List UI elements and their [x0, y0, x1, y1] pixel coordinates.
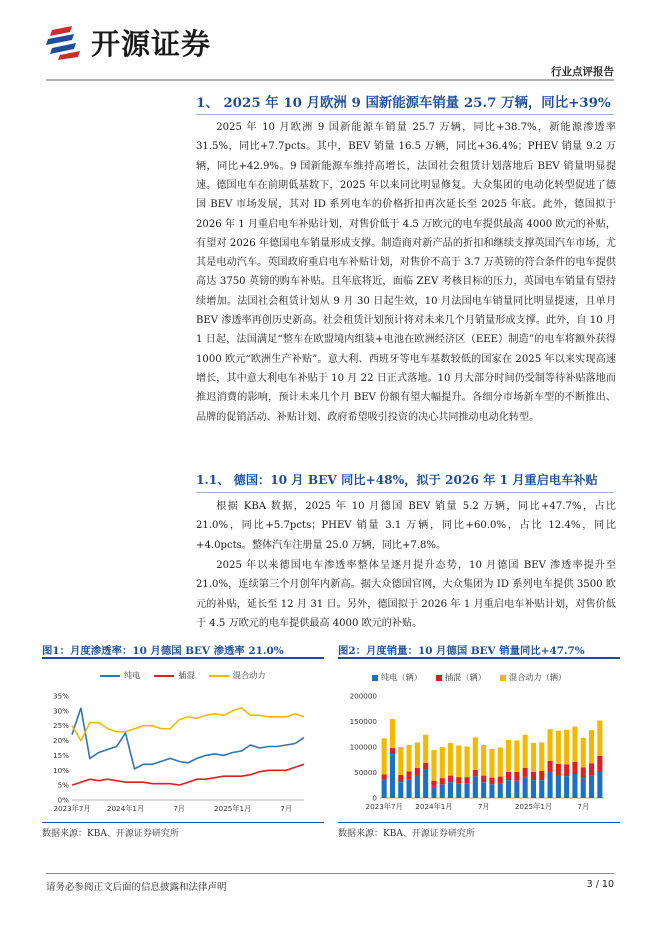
chart2-bar-segment: [531, 743, 536, 772]
chart2-bar-segment: [456, 783, 461, 798]
chart2-bar-segment: [514, 740, 519, 772]
chart2-bar-segment: [489, 749, 494, 778]
chart2-bar-segment: [431, 787, 436, 798]
chart2-bar-segment: [415, 775, 420, 798]
chart2-bar-segment: [523, 735, 528, 768]
chart2-bar-segment: [556, 731, 561, 764]
chart2-bar-segment: [390, 754, 395, 798]
legend-bev-swatch: [100, 675, 120, 677]
legend-hybrid: [209, 670, 266, 681]
chart2-bar-segment: [382, 780, 387, 798]
chart2-bar-segment: [382, 775, 387, 780]
chart1-x-tick-label: 7月: [280, 804, 293, 813]
figure-2-title: 图2：月度销量：10 月德国 BEV 销量同比+47.7%: [338, 645, 585, 657]
legend2-phev: [436, 672, 486, 683]
chart2-bar-segment: [398, 782, 403, 798]
chart2-bar-segment: [514, 781, 519, 798]
chart2-bar-segment: [556, 775, 561, 798]
legend2-phev-swatch: [436, 675, 442, 681]
chart2-bar-segment: [407, 745, 412, 772]
chart1-x-tick-label: 2023年7月: [53, 804, 91, 813]
chart2-bar-segment: [390, 748, 395, 754]
figure-1-bottom-line: [42, 822, 324, 823]
chart2-bar-segment: [539, 742, 544, 771]
chart2-bar-segment: [448, 776, 453, 783]
chart2-bar-segment: [382, 738, 387, 774]
chart2-bar-segment: [407, 779, 412, 798]
chart2-bar-segment: [481, 782, 486, 798]
section-1-1-paragraph-2: 2025 年以来德国电车渗透率整体呈逐月提升态势，10 月德国 BEV 渗透率提升至 21.0%，连续第三个月创年内新高。据大众德国官网，大众集团为 ID 系列电车提供 3500 欧元的补贴，延长至 12 月 31 日。另外，德国拟于 2026 年 1 月重启电车补贴计划，对售价低于 4.5 万欧元的电车提供最高 4000 欧元的补贴。: [196, 560, 616, 629]
chart2-bar-segment: [473, 737, 478, 770]
chart2-bar-segment: [589, 776, 594, 798]
section-1-paragraph-1: 2025 年 10 月欧洲 9 国新能源车销量 25.7 万辆，同比+38.7%，新能源渗透率 31.5%，同比+7.7pcts。其中，BEV 销量 16.5 万辆，同比+36.4%；PHEV 销量 9.2 万辆，同比+42.9%。9 国新能源车维持高增长，法国社会租赁计划落地后 BEV 销量明显提速。: [196, 122, 616, 191]
chart2-bar-segment: [556, 764, 561, 775]
chart2-bar-segment: [465, 747, 470, 778]
chart2-bar-segment: [589, 730, 594, 763]
legend2-bev-label: 纯电（辆）: [381, 672, 422, 682]
chart2-bar-segment: [597, 772, 602, 799]
chart2-bar-segment: [531, 780, 536, 798]
footer-divider: [46, 873, 614, 874]
legend2-hybrid: [500, 672, 566, 683]
chart2-bar-segment: [531, 772, 536, 780]
chart1-x-tick-label: 2025年1月: [213, 804, 252, 813]
chart2-bar-segment: [481, 745, 486, 776]
legend2-bev-swatch: [372, 675, 378, 681]
chart2-bar-segment: [564, 764, 569, 776]
legend-hybrid-label: 混合动力: [232, 670, 266, 680]
chart1-y-tick-label: 20%: [53, 736, 69, 746]
chart2-bar-segment: [548, 771, 553, 798]
header-divider: [46, 79, 614, 81]
chart2-bar-segment: [581, 767, 586, 778]
figure-2-top-line: [338, 657, 620, 659]
chart2-bar-segment: [572, 727, 577, 762]
chart2-bar-segment: [539, 780, 544, 798]
legend-phev-label: 插混: [178, 670, 195, 680]
legend-hybrid-swatch: [209, 675, 229, 677]
chart2-bar-segment: [431, 750, 436, 781]
chart1-y-tick-label: 15%: [53, 750, 69, 760]
chart2-y-tick-label: 150000: [349, 717, 377, 726]
legend2-hybrid-label: 混合动力（辆）: [508, 672, 567, 682]
chart2-bar-segment: [581, 778, 586, 798]
figure-2-source: 数据来源：KBA、开源证券研究所: [338, 829, 475, 839]
chart2-bar-segment: [431, 781, 436, 787]
chart2-y-tick-label: 200000: [349, 691, 377, 701]
chart2-bar-segment: [597, 756, 602, 772]
chart2-bar-segment: [589, 763, 594, 775]
chart2-bar-segment: [465, 777, 470, 783]
section-1-1-title: 1.1、 德国：10 月 BEV 同比+48%，拟于 2026 年 1 月重启电车补贴: [196, 473, 598, 487]
chart2-bar-segment: [523, 777, 528, 798]
chart1-series-line: [72, 764, 304, 785]
chart2-bar-segment: [548, 761, 553, 771]
legend2-hybrid-swatch: [500, 675, 506, 681]
chart2-bar-segment: [506, 740, 511, 772]
chart2-bar-segment: [481, 776, 486, 783]
legend-bev: [100, 670, 140, 681]
chart1-x-tick-label: 2024年1月: [106, 804, 145, 813]
figure-1-legend: [100, 670, 280, 681]
chart2-bar-segment: [489, 784, 494, 798]
figure-1-title: 图1：月度渗透率：10 月德国 BEV 渗透率 21.0%: [42, 645, 284, 657]
chart1-y-tick-label: 30%: [53, 706, 69, 716]
chart2-y-tick-label: 50000: [354, 768, 377, 777]
chart2-bar-segment: [581, 738, 586, 768]
chart2-bar-segment: [473, 776, 478, 798]
chart2-bar-segment: [448, 782, 453, 798]
chart2-bar-segment: [498, 784, 503, 798]
chart2-bar-segment: [456, 777, 461, 783]
chart2-bar-segment: [440, 778, 445, 784]
legend2-bev: [372, 672, 422, 683]
chart2-bar-segment: [564, 730, 569, 765]
chart1-y-tick-label: 10%: [53, 765, 69, 775]
chart2-x-tick-label: 2023年7月: [365, 802, 403, 811]
chart2-x-tick-label: 2024年1月: [415, 802, 453, 811]
section-1-paragraph-2: 德国电车在前期低基数下，2025 年以来同比明显修复。大众集团的电动化转型促进了德国 BEV 市场发展，其对 ID 系列电车的价格折扣再次延长至 2025 年底。此外，德国拟于 2026 年 1 月重启电车补贴计划，对售价低于 4.5 万欧元的电车提供最高 4000 欧元的补贴，有望对 2026 年德国电车销量形成支撑。制造商对新产品的折扣和继续支撑英国汽车市场，尤其是电动汽车。英国政府重启电车补贴计划，对售价不高于 3.7 万英镑的符合条件的电车提供高达 3750 英镑的购车补贴。且年底将近，面临 ZEV 考核目标的压力，英国电车销量有望持续增加。法国社会租赁计划从 9 月 30 日起生效，10 月法国电车销量同比明显提速，且单月 BEV 渗透率再创历史新高。社会租赁计划预计将对未来几个月销量形成支撑。此外，自 10 月 1 日起，法国满足“整车在欧盟境内组装+电池在欧洲经济区（EEE）制造”的电车将额外获得 1000 欧元“欧洲生产补贴”。意大利、西班牙等电车基数较低的国家在 2025 年以来实现高速增长，其中意大利电车补贴于 10 月 22 日正式落地。10 月大部分时间仍受制等待补贴落地而推迟消费的影响，预计未来几个月 BEV 份额有望大幅提升。各细分市场新车型的不断推出、品牌的促销活动、补贴计划、政府希望吸引投资的决心共同推动电动化转型。: [196, 180, 616, 423]
chart2-bar-segment: [415, 742, 420, 768]
chart2-bar-segment: [523, 768, 528, 777]
chart1-y-tick-label: 35%: [53, 691, 69, 701]
chart2-bar-segment: [473, 770, 478, 776]
figure-1-top-line: [42, 657, 324, 659]
legend-phev-swatch: [154, 675, 174, 677]
chart2-bar-segment: [423, 763, 428, 770]
figure-2-legend: [372, 672, 580, 683]
chart2-bar-segment: [415, 768, 420, 775]
chart2-x-tick-label: 7月: [477, 802, 490, 811]
chart2-x-tick-label: 7月: [577, 802, 590, 811]
chart2-bar-segment: [572, 762, 577, 774]
chart1-x-tick-label: 7月: [173, 804, 185, 813]
chart2-bar-segment: [423, 735, 428, 763]
chart2-bar-segment: [572, 774, 577, 798]
chart2-bar-segment: [398, 775, 403, 782]
chart1-y-tick-label: 25%: [53, 721, 69, 731]
page-number: 3 / 10: [586, 879, 614, 890]
figure-2-bar-chart: [338, 688, 620, 818]
figure-2-bottom-line: [338, 822, 620, 823]
chart2-bar-segment: [423, 770, 428, 798]
chart2-y-tick-label: 0: [372, 793, 377, 803]
legend-phev: [154, 670, 194, 681]
chart2-bar-segment: [440, 747, 445, 778]
chart2-bar-segment: [407, 772, 412, 780]
section-1-title: 1、 2025 年 10 月欧洲 9 国新能源车销量 25.7 万辆，同比+39%: [196, 95, 611, 111]
chart2-bar-segment: [514, 772, 519, 781]
chart2-bar-segment: [456, 746, 461, 778]
section-1-1-divider: [196, 492, 614, 493]
section-1-divider: [196, 114, 614, 115]
chart1-series-line: [72, 708, 304, 741]
chart2-bar-segment: [465, 783, 470, 798]
chart2-bar-segment: [489, 778, 494, 785]
chart2-y-tick-label: 100000: [349, 742, 377, 752]
chart2-bar-segment: [564, 776, 569, 798]
chart2-bar-segment: [498, 777, 503, 784]
section-1-1-paragraph-1: 根据 KBA 数据，2025 年 10 月德国 BEV 销量 5.2 万辆，同比+47.7%，占比 21.0%，同比+5.7pcts；PHEV 销量 3.1 万辆，同比+60.0%，占比 12.4%，同比+4.0pcts。整体汽车注册量 25.0 万辆，同比+7.8%。: [196, 501, 616, 551]
footer-disclaimer: 请务必参阅正文后面的信息披露和法律声明: [46, 882, 227, 893]
chart2-bar-segment: [597, 721, 602, 756]
chart2-bar-segment: [440, 784, 445, 798]
legend-bev-label: 纯电: [124, 670, 141, 680]
chart2-x-tick-label: 2025年1月: [514, 802, 553, 811]
chart2-bar-segment: [448, 743, 453, 776]
report-type: 行业点评报告: [551, 66, 614, 78]
chart1-y-tick-label: 0%: [57, 795, 69, 805]
company-logo: [46, 22, 211, 63]
legend2-phev-label: 插混（辆）: [444, 672, 486, 682]
figure-1-source: 数据来源：KBA、开源证券研究所: [42, 829, 179, 839]
chart2-bar-segment: [548, 729, 553, 761]
chart2-bar-segment: [498, 748, 503, 777]
figure-1-line-chart: [42, 688, 324, 818]
chart1-y-tick-label: 5%: [57, 780, 69, 790]
company-name: 开源证券: [91, 27, 212, 61]
chart2-bar-segment: [539, 771, 544, 780]
logo-icon: [46, 26, 86, 60]
chart2-bar-segment: [506, 772, 511, 780]
chart2-bar-segment: [390, 719, 395, 748]
chart2-bar-segment: [398, 747, 403, 775]
chart2-bar-segment: [506, 780, 511, 798]
